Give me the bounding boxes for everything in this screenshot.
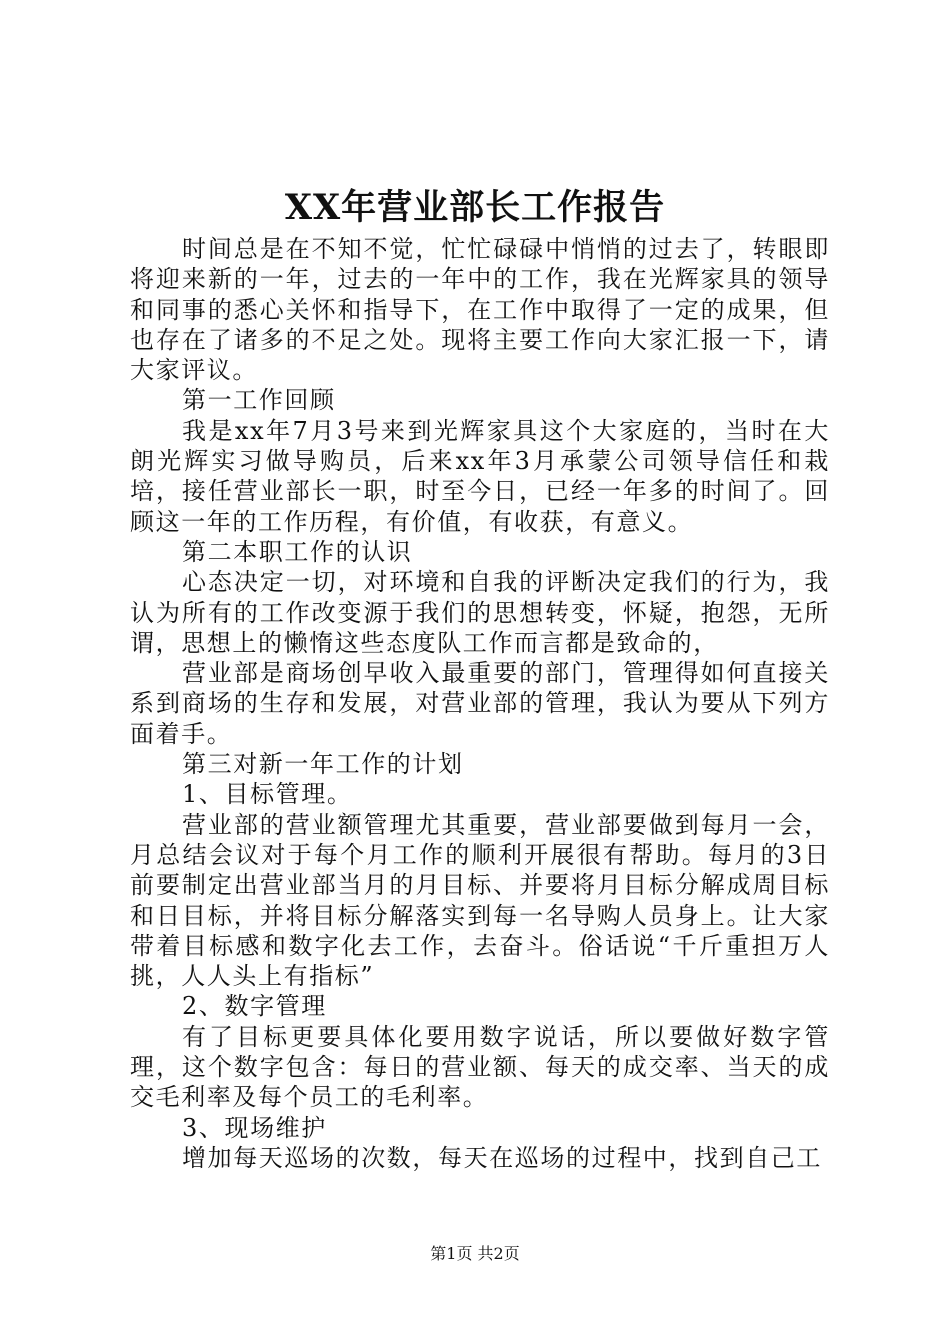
heading-section-1: 第一工作回顾 [182, 386, 336, 415]
subheading-site-maintenance: 3、现场维护 [182, 1113, 327, 1142]
paragraph-number-management: 有了目标更要具体化要用数字说话，所以要做好数字管理，这个数字包含：每日的营业额、每天的成交率、当天的成交毛利率及每个员工的毛利率。 [130, 1022, 830, 1112]
paragraph-department: 营业部是商场创早收入最重要的部门，管理得如何直接关系到商场的生存和发展，对营业部的管理，我认为要从下列方面着手。 [130, 659, 830, 748]
document-title: XX年营业部长工作报告 [284, 187, 666, 228]
document-body [130, 234, 830, 1173]
page-number-footer: 第1页 共2页 [430, 1244, 520, 1263]
heading-section-3: 第三对新一年工作的计划 [182, 750, 464, 779]
paragraph-attitude: 心态决定一切，对环境和自我的评断决定我们的行为，我认为所有的工作改变源于我们的思想转变，怀疑，抱怨，无所谓，思想上的懒惰这些态度队工作而言都是致命的， [130, 568, 830, 657]
subheading-target-management: 1、目标管理。 [182, 780, 353, 809]
subheading-number-management: 2、数字管理 [182, 992, 327, 1021]
paragraph-site-maintenance: 增加每天巡场的次数，每天在巡场的过程中，找到自己工 [182, 1143, 822, 1172]
paragraph-target-management: 营业部的营业额管理尤其重要，营业部要做到每月一会，月总结会议对于每个月工作的顺利开展很有帮助。每月的3日前要制定出营业部当月的月目标、并要将月目标分解成周目标和日目标，并将目标分解落实到每一名导购人员身上。让大家带着目标感和数字化去工作，去奋斗。俗话说“千斤重担万人挑，人人头上有指标” [130, 810, 830, 991]
paragraph-work-review: 我是xx年7月3号来到光辉家具这个大家庭的，当时在大朗光辉实习做导购员，后来xx年3月承蒙公司领导信任和栽培，接任营业部长一职，时至今日，已经一年多的时间了。回顾这一年的工作历程，有价值，有收获，有意义。 [130, 416, 830, 536]
heading-section-2: 第二本职工作的认识 [182, 537, 413, 566]
paragraph-intro: 时间总是在不知不觉，忙忙碌碌中悄悄的过去了，转眼即将迎来新的一年，过去的一年中的工作，我在光辉家具的领导和同事的悉心关怀和指导下，在工作中取得了一定的成果，但也存在了诸多的不足之处。现将主要工作向大家汇报一下，请大家评议。 [130, 235, 830, 385]
